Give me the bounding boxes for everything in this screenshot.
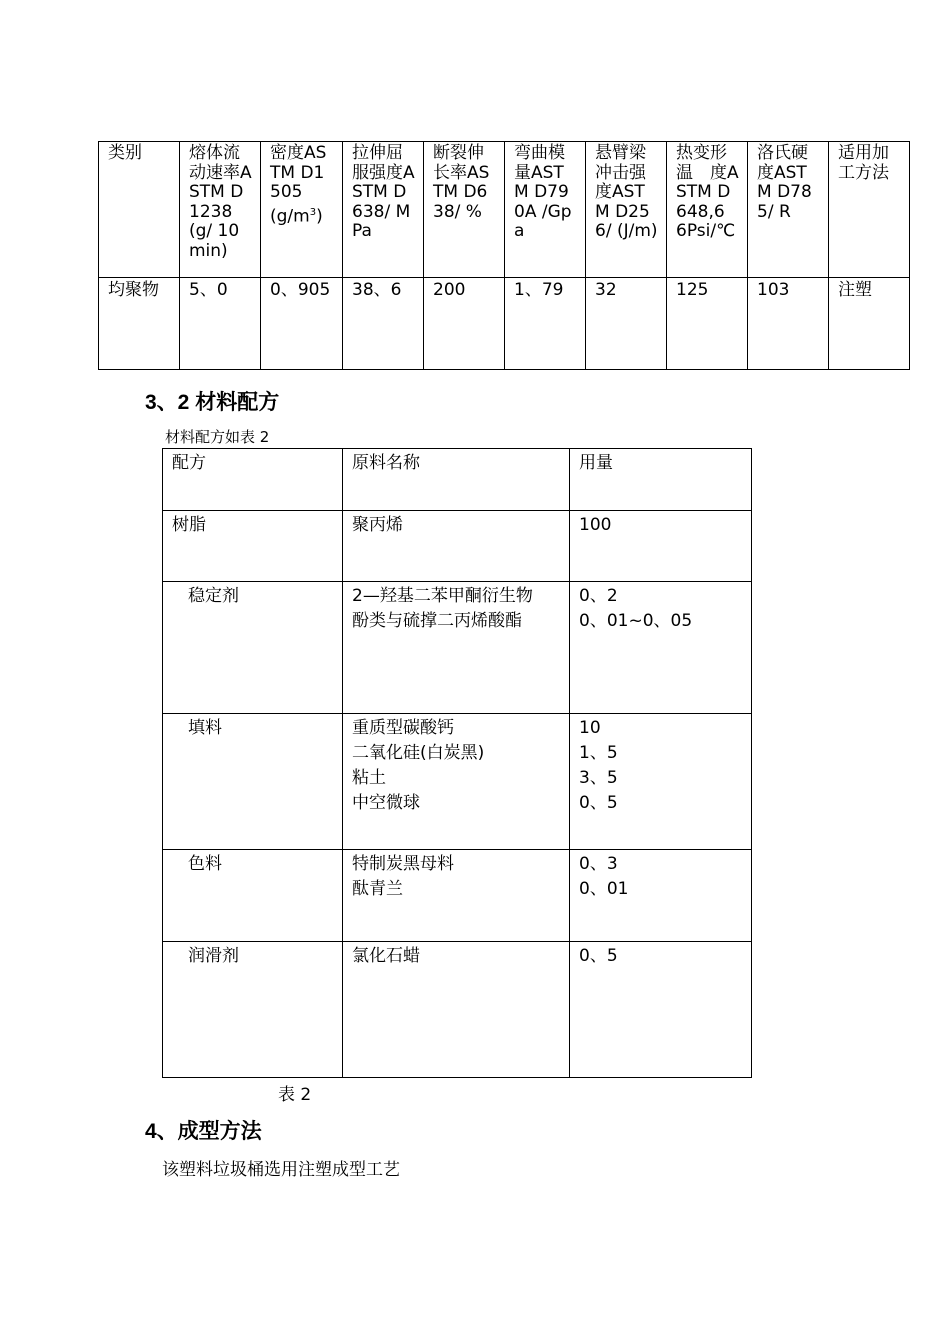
- materials-cell: 2—羟基二苯甲酮衍生物 酚类与硫撑二丙烯酸酯: [343, 582, 570, 714]
- table-cell: 均聚物: [99, 278, 180, 370]
- table-cell: 1、79: [505, 278, 586, 370]
- category-cell: 色料: [163, 850, 343, 942]
- table-caption: 表 2: [278, 1085, 312, 1105]
- table-intro: 材料配方如表 2: [165, 428, 270, 446]
- header-cell: 断裂伸长率ASTM D638/ %: [424, 142, 505, 278]
- header-cell: 拉伸屈服强度ASTM D638/ MPa: [343, 142, 424, 278]
- header-cell: 熔体流动速率ASTM D1238 (g/ 10min): [180, 142, 261, 278]
- header-cell: 弯曲模量ASTM D790A /Gpa: [505, 142, 586, 278]
- properties-header-row: [99, 142, 910, 278]
- amounts-cell: 10 1、5 3、5 0、5: [570, 714, 752, 850]
- header-cell: 悬臂梁冲击强度ASTM D256/ (J/m): [586, 142, 667, 278]
- table-row: [163, 850, 752, 942]
- amounts-cell: 0、5: [570, 942, 752, 1078]
- table-cell: 200: [424, 278, 505, 370]
- materials-cell: 特制炭黑母料 酞青兰: [343, 850, 570, 942]
- amounts-cell: 0、3 0、01: [570, 850, 752, 942]
- table-row: [163, 511, 752, 582]
- section-heading: 3、2 材料配方: [145, 391, 280, 414]
- header-cell: 洛氏硬度ASTM D785/ R: [748, 142, 829, 278]
- section-text: 该塑料垃圾桶选用注塑成型工艺: [162, 1160, 400, 1180]
- formula-table: [162, 448, 752, 1078]
- materials-cell: 重质型碳酸钙 二氧化硅(白炭黑) 粘土 中空微球: [343, 714, 570, 850]
- materials-cell: 聚丙烯: [343, 511, 570, 582]
- table-row: [163, 714, 752, 850]
- header-cell: 用量: [570, 449, 752, 511]
- amounts-cell: 0、2 0、01~0、05: [570, 582, 752, 714]
- category-cell: 润滑剂: [163, 942, 343, 1078]
- formula-header-row: [163, 449, 752, 511]
- table-cell: 125: [667, 278, 748, 370]
- table-cell: 注塑: [829, 278, 910, 370]
- header-cell: 类别: [99, 142, 180, 278]
- section-heading: 4、成型方法: [145, 1120, 262, 1143]
- header-cell: 原料名称: [343, 449, 570, 511]
- table-cell: 5、0: [180, 278, 261, 370]
- table-cell: 32: [586, 278, 667, 370]
- properties-table: [98, 141, 910, 370]
- table-cell: 0、905: [261, 278, 343, 370]
- table-row: [163, 942, 752, 1078]
- category-cell: 填料: [163, 714, 343, 850]
- amounts-cell: 100: [570, 511, 752, 582]
- header-cell: 密度ASTM D1505 $(g/m^3)$: [261, 142, 343, 278]
- header-cell: 适用加工方法: [829, 142, 910, 278]
- category-cell: 稳定剂: [163, 582, 343, 714]
- materials-cell: 氯化石蜡: [343, 942, 570, 1078]
- table-row: [99, 278, 910, 370]
- table-cell: 38、6: [343, 278, 424, 370]
- category-cell: 树脂: [163, 511, 343, 582]
- header-cell: 热变形温 度ASTM D648,6 6Psi/℃: [667, 142, 748, 278]
- table-row: [163, 582, 752, 714]
- header-cell: 配方: [163, 449, 343, 511]
- table-cell: 103: [748, 278, 829, 370]
